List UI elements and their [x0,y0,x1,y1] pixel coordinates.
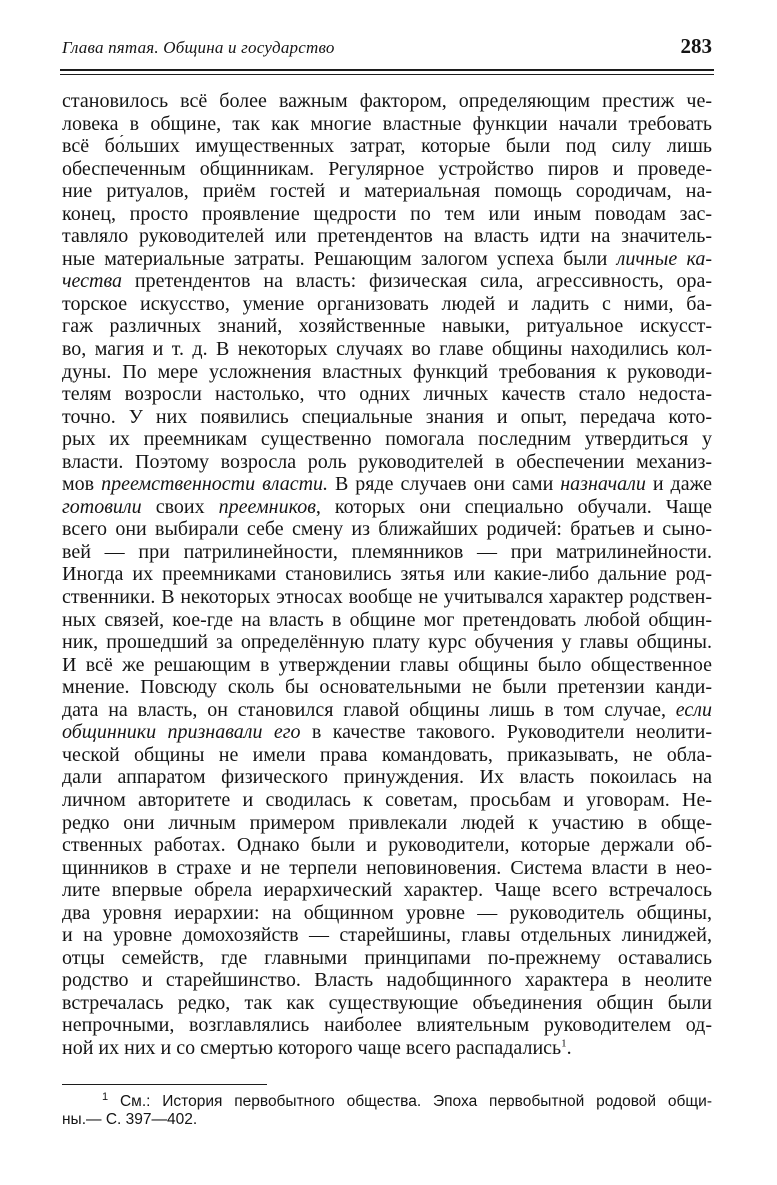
footnote-line [62,1090,712,1111]
body-line: ственных работах. Однако были и руководители, которые держали об- [62,834,712,857]
body-line: телям возросли настолько, что одних личных качеств стало недоста- [62,383,712,406]
body-line: мнение. Повсюду сколь бы основательными не были претензии канди- [62,676,712,699]
body-line: личном авторитете и сводилась к советам, просьбам и уговорам. Не- [62,788,712,811]
body-line: щинников в страхе и не терпели неповиновения. Система власти в нео- [62,856,712,879]
body-line: ные материальные затраты. Решающим залогом успеха были личные ка- [62,247,712,270]
body-line: всего они выбирали себе смену из ближайших родичей: братьев и сыно- [62,518,712,541]
body-line: общинники признавали его в качестве такового. Руководители неолити- [62,721,712,744]
body-line: дали аппаратом физического принуждения. Их власть покоилась на [62,766,712,789]
body-line: ние ритуалов, приём гостей и материальная помощь сородичам, на- [62,180,712,203]
body-line: конец, просто проявление щедрости по тем или иным поводам зас- [62,202,712,225]
body-line: власти. Поэтому возросла роль руководителей в обеспечении механиз- [62,450,712,473]
body-line: Иногда их преемниками становились зятья или какие-либо дальние род- [62,563,712,586]
header-rule-thin [60,74,714,75]
body-line: чества претендентов на власть: физическая сила, агрессивность, ора- [62,270,712,293]
chapter-title: Глава пятая. Община и государство [62,38,335,57]
body-line: во, магия и т. д. В некоторых случаях во главе общины находились кол- [62,338,712,361]
body-line: ник, прошедший за определённую плату курс обучения у главы общины. [62,631,712,654]
header-rule-thick [60,69,714,71]
body-line: вей — при патрилинейности, племянников — при матрилинейности. [62,540,712,563]
body-line: становилось всё более важным фактором, определяющим престиж че- [62,90,712,112]
running-header [62,34,712,68]
body-line: обеспеченным общинникам. Регулярное устройство пиров и проведе- [62,157,712,180]
body-line: гаж различных знаний, хозяйственные навыки, ритуальное искусст- [62,315,712,338]
body-line: непрочными, возглавлялись наиболее влиятельным руководителем од- [62,1014,712,1037]
body-line: рых их преемникам существенно помогала последним утвердиться у [62,428,712,451]
body-line: два уровня иерархии: на общинном уровне — руководитель общины, [62,901,712,924]
body-line: ной их них и со смертью которого чаще всего распадались$^1$. [62,1036,572,1059]
body-line: всё бо́льших имущественных затрат, которые были под силу лишь [62,135,712,158]
body-text [62,90,712,1060]
footnote-text: См.: История первобытного общества. Эпоха первобытной родовой общи- [108,1093,712,1110]
body-line: родство и старейшинство. Власть надобщинного характера в неолите [62,969,712,992]
body-line: лите впервые обрела иерархический характер. Чаще всего встречалось [62,879,712,902]
page-number: 283 [680,34,712,58]
body-line: встречалась редко, так как существующие объединения общин были [62,991,712,1014]
body-line: ческой общины не имели права командовать, приказывать, не обла- [62,743,712,766]
footnote-separator [62,1084,267,1085]
body-line: мов преемственности власти. В ряде случаев они сами назначали и даже [62,473,712,496]
footnote [62,1090,712,1129]
body-line: ственники. В некоторых этносах вообще не учитывался характер родствен- [62,586,712,609]
body-line: ловека в общине, так как многие властные функции начали требовать [62,112,712,135]
body-line: отцы семейств, где главными принципами по-прежнему оставались [62,946,712,969]
body-line: готовили своих преемников, которых они специально обучали. Чаще [62,495,712,518]
body-line: и на уровне домохозяйств — старейшины, главы отдельных линиджей, [62,924,712,947]
body-line: редко они личным примером привлекали людей к участию в обще- [62,811,712,834]
footnote-marker: 1 [102,1090,109,1103]
body-line: дата на власть, он становился главой общины лишь в том случае, если [62,698,712,721]
footnote-line: ны.— С. 397—402. [62,1111,198,1128]
body-line: тавляло руководителей или претендентов на власть идти на значитель- [62,225,712,248]
body-line: точно. У них появились специальные знания и опыт, передача кото- [62,405,712,428]
body-line: И всё же решающим в утверждении главы общины было общественное [62,653,712,676]
body-line: ных связей, кое-где на власть в общине мог претендовать любой общин- [62,608,712,631]
body-line: торское искусство, умение организовать людей и ладить с ними, ба- [62,292,712,315]
body-line: дуны. По мере усложнения властных функций требования к руководи- [62,360,712,383]
